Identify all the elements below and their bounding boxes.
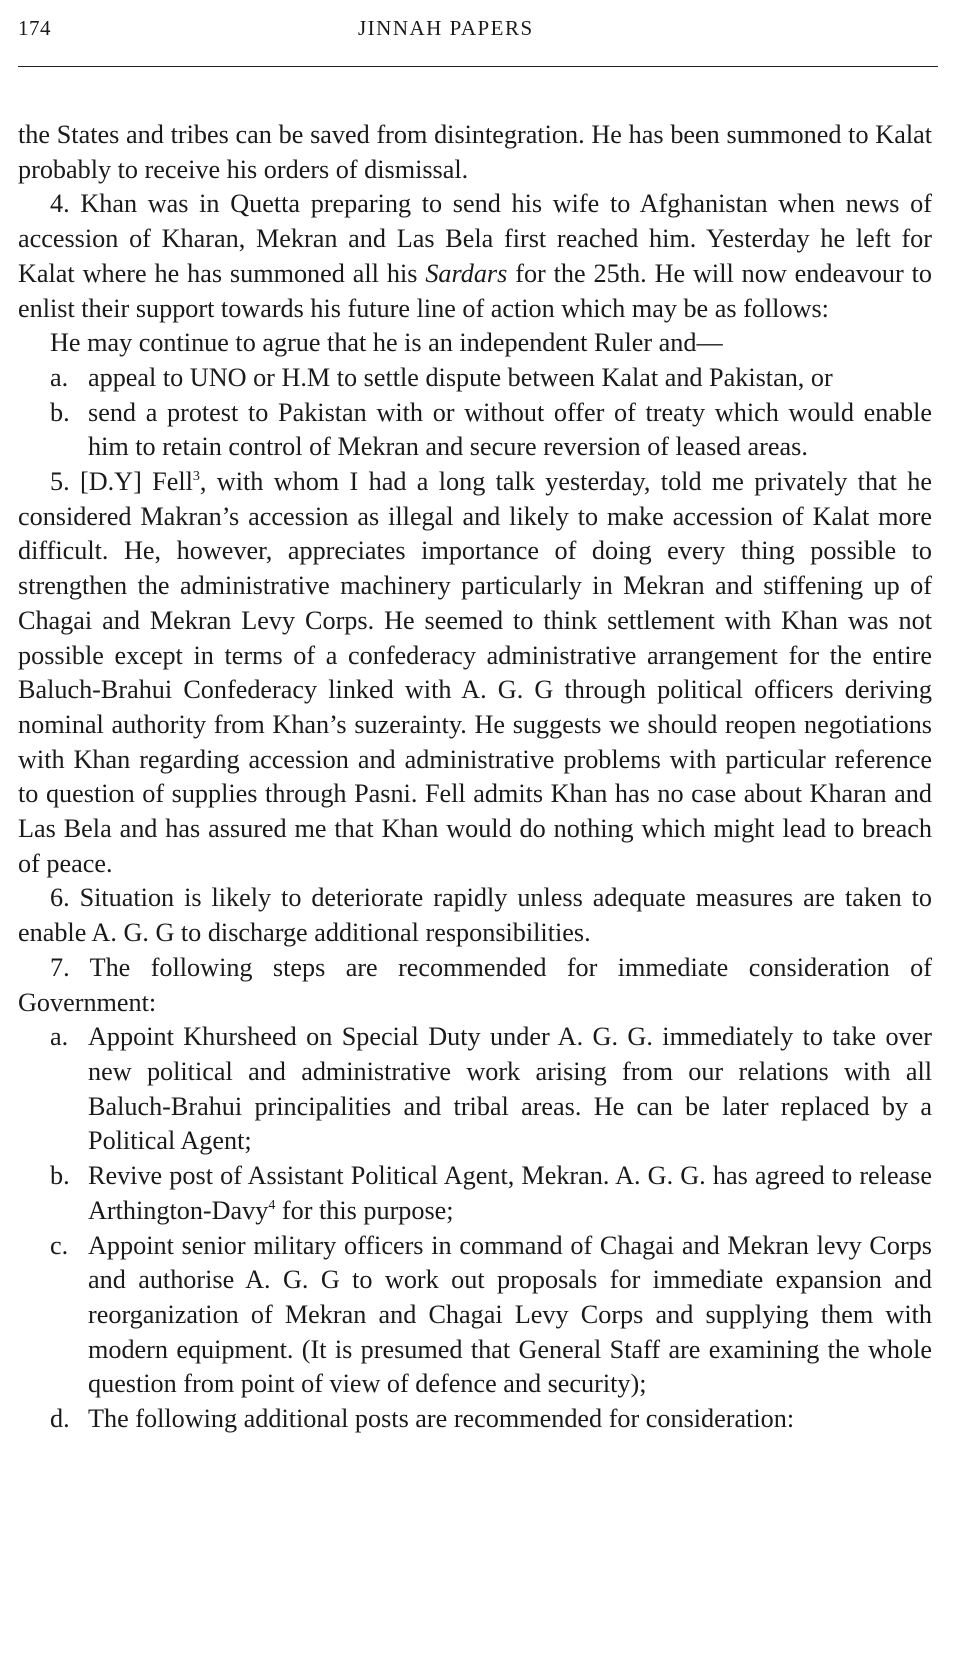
running-title: JINNAH PAPERS [358,16,534,40]
paragraph-4 [18,187,932,326]
paragraph-intro: the States and tribes can be saved from disintegration. He has been summoned to Kalat probably to receive his orders of dismissal. [18,120,932,184]
paragraph-5-text-b: , with whom I had a long talk yesterday, told me privately that he considered Makran’s accession as illegal and likely to make accession of Kalat more difficult. He, however, appreciates importance of doing every thing possible to strengthen the administrative machinery particularly in Mekran and stiffening up of Chagai and Mekran Levy Corps. He seemed to think settlement with Khan was not possible except in terms of a confederacy administrative arrangement for the entire Baluch-Brahui Confederacy linked with A. G. G through political officers deriving nominal authority from Khan’s suzerainty. He suggests we should reopen negotiations with Khan regarding accession and administrative problems with particular reference to question of supplies through Pasni. Fell admits Khan has no case about Kharan and Las Bela and has assured me that Khan would do nothing which might lead to breach of peace. [18,467,932,878]
footnote-ref-3: 3 [192,469,200,485]
body-text [18,118,932,1437]
page-header [18,0,938,67]
list-item-7a [18,1020,932,1159]
list-item-4b [18,396,932,465]
list-item-text: Appoint senior military officers in command of Chagai and Mekran levy Corps and authorise A. G. G to work out proposals for immediate expansion and reorganization of Mekran and Chagai Levy Corps and supplying them with modern equipment. (It is presumed that General Staff are examining the whole question from point of view of defence and security); [88,1230,932,1399]
paragraph-5-text-a: 5. [D.Y] Fell [50,467,193,497]
list-item-7d [18,1402,932,1437]
paragraph-7: 7. The following steps are recommended for immediate consideration of Government: [18,952,932,1017]
paragraph-6: 6. Situation is likely to deteriorate rapidly unless adequate measures are taken to enable A. G. G to discharge additional responsibilities. [18,883,932,948]
list-item-4a [18,361,932,396]
list-item-text: appeal to UNO or H.M to settle dispute between Kalat and Pakistan, or [88,362,833,392]
paragraph-4-text-b: for the 25th. He will now endeavour to enlist their support towards his future line of action which may be as follows: [18,258,932,323]
paragraph-4-lead: He may continue to agrue that he is an independent Ruler and— [50,328,723,358]
paragraph-4-text-a: 4. Khan was in Quetta preparing to send his wife to Afghanistan when news of accession of Kharan, Mekran and Las Bela first reached him. Yesterday he left for Kalat where he has summoned all his [18,189,932,288]
list-item-text-a: Revive post of Assistant Political Agent, Mekran. A. G. G. has agreed to release Arthington-Davy [88,1161,932,1225]
page-number: 174 [18,16,51,40]
list-item-text-b: for this purpose; [275,1195,454,1225]
list-item-label: c. [50,1230,69,1260]
paragraph-4-italic: Sardars [425,258,508,288]
footnote-ref-4: 4 [268,1197,276,1213]
list-item-label: a. [50,1022,69,1052]
list-item-label: d. [50,1404,70,1434]
paragraph-5 [18,465,932,881]
list-item-label: b. [50,1161,70,1191]
list-item-label: a. [50,362,69,392]
list-item-text: The following additional posts are recommended for consideration: [88,1404,795,1434]
list-item-7c [18,1229,932,1403]
list-item-text: send a protest to Pakistan with or without offer of treaty which would enable him to retain control of Mekran and secure reversion of leased areas. [88,397,932,462]
document-page [18,0,950,1434]
list-item-text: Appoint Khursheed on Special Duty under A. G. G. immediately to take over new political and administrative work arising from our relations with all Baluch-Brahui principalities and tribal areas. He can be later replaced by a Political Agent; [88,1022,932,1156]
list-item-7b [18,1159,932,1228]
list-item-label: b. [50,397,70,427]
